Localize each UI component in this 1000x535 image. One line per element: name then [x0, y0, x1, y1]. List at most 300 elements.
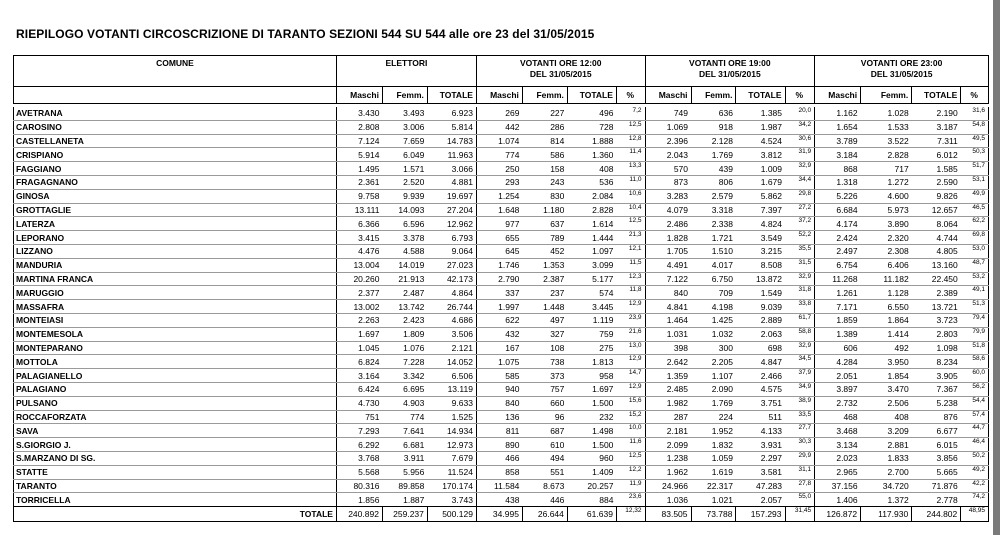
- table-cell: 9.758: [336, 189, 382, 203]
- totals-cell: 83.505: [645, 507, 691, 522]
- header-votanti-19: [645, 56, 815, 87]
- table-cell: 2.263: [336, 313, 382, 327]
- comune-name: FRAGAGNANO: [14, 175, 337, 189]
- table-cell: 3.723: [912, 313, 961, 327]
- table-cell: 4.575: [736, 382, 785, 396]
- table-cell: 286: [522, 120, 567, 134]
- table-row: [14, 438, 989, 452]
- table-cell: 6.406: [861, 258, 912, 272]
- table-cell: 7.311: [912, 134, 961, 148]
- totals-cell: 240.892: [336, 507, 382, 522]
- table-row: [14, 203, 989, 217]
- table-cell: 14.934: [427, 424, 476, 438]
- comune-name: S.GIORGIO J.: [14, 438, 337, 452]
- table-row: [14, 479, 989, 493]
- table-cell: 22.450: [912, 272, 961, 286]
- table-cell: 51,8: [961, 341, 989, 355]
- header-comune-blank: [14, 87, 337, 104]
- table-cell: 11,0: [616, 175, 645, 189]
- subheader-femm: Femm.: [522, 87, 567, 104]
- table-cell: 4.881: [427, 175, 476, 189]
- table-cell: 6.049: [382, 148, 427, 162]
- table-cell: 15,6: [616, 396, 645, 410]
- table-cell: 4.686: [427, 313, 476, 327]
- table-cell: 3.905: [912, 369, 961, 383]
- table-cell: 10,6: [616, 189, 645, 203]
- table-cell: 5.226: [815, 189, 861, 203]
- table-cell: 2.485: [645, 382, 691, 396]
- table-cell: 1.705: [645, 244, 691, 258]
- table-cell: 1.533: [861, 120, 912, 134]
- table-cell: 79,9: [961, 327, 989, 341]
- table-cell: 5.568: [336, 465, 382, 479]
- table-cell: 20,0: [785, 107, 815, 120]
- table-cell: 373: [522, 369, 567, 383]
- table-cell: 71.876: [912, 479, 961, 493]
- table-cell: 1.856: [336, 493, 382, 507]
- table-cell: 1.385: [736, 107, 785, 120]
- table-cell: 3.415: [336, 231, 382, 245]
- table-cell: 5.914: [336, 148, 382, 162]
- table-cell: 398: [645, 341, 691, 355]
- table-cell: 14.052: [427, 355, 476, 369]
- table-cell: 12,9: [616, 300, 645, 314]
- table-cell: 1.746: [476, 258, 522, 272]
- table-cell: 2.051: [815, 369, 861, 383]
- table-cell: 1.585: [912, 162, 961, 176]
- table-cell: 22.317: [691, 479, 736, 493]
- table-cell: 26.744: [427, 300, 476, 314]
- table-cell: 34,9: [785, 382, 815, 396]
- table-cell: 1.525: [427, 410, 476, 424]
- table-cell: 33,5: [785, 410, 815, 424]
- table-cell: 12,9: [616, 355, 645, 369]
- table-cell: 1.952: [691, 424, 736, 438]
- table-cell: 6.754: [815, 258, 861, 272]
- table-cell: 6.750: [691, 272, 736, 286]
- table-cell: 2.424: [815, 231, 861, 245]
- table-row: [14, 175, 989, 189]
- table-cell: 3.006: [382, 120, 427, 134]
- header-votanti-19-line1: VOTANTI ORE 19:00: [689, 58, 771, 68]
- table-cell: 3.856: [912, 451, 961, 465]
- table-cell: 918: [691, 120, 736, 134]
- comune-name: LATERZA: [14, 217, 337, 231]
- table-cell: 1.498: [567, 424, 616, 438]
- table-cell: 759: [567, 327, 616, 341]
- table-cell: 13,3: [616, 162, 645, 176]
- table-row: [14, 258, 989, 272]
- table-cell: 58,6: [961, 355, 989, 369]
- table-cell: 1.162: [815, 107, 861, 120]
- table-cell: 11.584: [476, 479, 522, 493]
- subheader-maschi: Maschi: [645, 87, 691, 104]
- comune-name: S.MARZANO DI SG.: [14, 451, 337, 465]
- table-cell: 1.059: [691, 451, 736, 465]
- table-cell: 14.019: [382, 258, 427, 272]
- table-cell: 7.367: [912, 382, 961, 396]
- table-cell: 3.134: [815, 438, 861, 452]
- table-cell: 269: [476, 107, 522, 120]
- table-cell: 11.963: [427, 148, 476, 162]
- table-cell: 4.864: [427, 286, 476, 300]
- totals-row: [14, 507, 989, 522]
- totals-cell: 26.644: [522, 507, 567, 522]
- table-cell: 29,9: [785, 451, 815, 465]
- table-cell: 1.372: [861, 493, 912, 507]
- table-cell: 6.695: [382, 382, 427, 396]
- table-cell: 34.720: [861, 479, 912, 493]
- table-cell: 1.495: [336, 162, 382, 176]
- table-cell: 1.813: [567, 355, 616, 369]
- table-cell: 660: [522, 396, 567, 410]
- table-cell: 2.338: [691, 217, 736, 231]
- table-cell: 890: [476, 438, 522, 452]
- subheader-femm: Femm.: [861, 87, 912, 104]
- table-cell: 2.579: [691, 189, 736, 203]
- table-cell: 50,3: [961, 148, 989, 162]
- totals-cell: 12,32: [616, 507, 645, 522]
- table-cell: 2.205: [691, 355, 736, 369]
- table-cell: 12,5: [616, 120, 645, 134]
- table-cell: 237: [522, 286, 567, 300]
- totals-cell: 117.930: [861, 507, 912, 522]
- table-cell: 2.790: [476, 272, 522, 286]
- table-cell: 655: [476, 231, 522, 245]
- table-cell: 11.524: [427, 465, 476, 479]
- table-cell: 1.045: [336, 341, 382, 355]
- table-cell: 2.063: [736, 327, 785, 341]
- table-cell: 884: [567, 493, 616, 507]
- comune-name: SAVA: [14, 424, 337, 438]
- table-cell: 4.903: [382, 396, 427, 410]
- table-cell: 2.808: [336, 120, 382, 134]
- table-cell: 873: [645, 175, 691, 189]
- table-cell: 13.002: [336, 300, 382, 314]
- table-cell: 1.032: [691, 327, 736, 341]
- table-cell: 1.074: [476, 134, 522, 148]
- table-cell: 1.098: [912, 341, 961, 355]
- table-cell: 840: [476, 396, 522, 410]
- table-cell: 33,8: [785, 300, 815, 314]
- table-cell: 9.939: [382, 189, 427, 203]
- table-cell: 89.858: [382, 479, 427, 493]
- table-cell: 2.423: [382, 313, 427, 327]
- table-cell: 1.464: [645, 313, 691, 327]
- table-cell: 1.353: [522, 258, 567, 272]
- table-cell: 2.099: [645, 438, 691, 452]
- table-cell: 21,3: [616, 231, 645, 245]
- table-cell: 5.665: [912, 465, 961, 479]
- table-row: [14, 272, 989, 286]
- table-row: [14, 369, 989, 383]
- table-cell: 227: [522, 107, 567, 120]
- table-cell: 1.832: [691, 438, 736, 452]
- header-votanti-12-line2: DEL 31/05/2015: [529, 69, 592, 79]
- table-cell: 840: [645, 286, 691, 300]
- table-cell: 2.320: [861, 231, 912, 245]
- table-cell: 54,4: [961, 396, 989, 410]
- table-cell: 1.887: [382, 493, 427, 507]
- table-cell: 275: [567, 341, 616, 355]
- table-cell: 2.043: [645, 148, 691, 162]
- table-cell: 2.387: [522, 272, 567, 286]
- table-cell: 12,3: [616, 272, 645, 286]
- header-elettori: ELETTORI: [336, 56, 476, 87]
- table-cell: 466: [476, 451, 522, 465]
- comune-name: MARTINA FRANCA: [14, 272, 337, 286]
- totals-cell: 31,45: [785, 507, 815, 522]
- table-cell: 585: [476, 369, 522, 383]
- table-cell: 27,7: [785, 424, 815, 438]
- comune-name: FAGGIANO: [14, 162, 337, 176]
- table-row: [14, 327, 989, 341]
- table-row: [14, 107, 989, 120]
- table-cell: 30,3: [785, 438, 815, 452]
- table-cell: 27,2: [785, 203, 815, 217]
- table-cell: 806: [691, 175, 736, 189]
- table-cell: 4.600: [861, 189, 912, 203]
- table-cell: 1.359: [645, 369, 691, 383]
- subheader-pct: %: [616, 87, 645, 104]
- table-cell: 1.549: [736, 286, 785, 300]
- table-cell: 6.684: [815, 203, 861, 217]
- table-cell: 49,1: [961, 286, 989, 300]
- table-cell: 751: [336, 410, 382, 424]
- subheader-maschi: Maschi: [336, 87, 382, 104]
- table-cell: 1.888: [567, 134, 616, 148]
- header-votanti-19-line2: DEL 31/05/2015: [698, 69, 761, 79]
- table-cell: 814: [522, 134, 567, 148]
- table-cell: 645: [476, 244, 522, 258]
- table-cell: 58,8: [785, 327, 815, 341]
- comune-name: TORRICELLA: [14, 493, 337, 507]
- table-cell: 3.789: [815, 134, 861, 148]
- table-cell: 496: [567, 107, 616, 120]
- table-cell: 2.965: [815, 465, 861, 479]
- table-cell: 3.470: [861, 382, 912, 396]
- table-cell: 54,8: [961, 120, 989, 134]
- table-cell: 2.732: [815, 396, 861, 410]
- table-cell: 14.783: [427, 134, 476, 148]
- table-cell: 3.743: [427, 493, 476, 507]
- page-title: RIEPILOGO VOTANTI CIRCOSCRIZIONE DI TARANTO SEZIONI 544 SU 544 alle ore 23 del 31/05/2015: [16, 27, 595, 41]
- table-cell: 4.174: [815, 217, 861, 231]
- table-cell: 13.160: [912, 258, 961, 272]
- table-cell: 3.187: [912, 120, 961, 134]
- table-cell: 1.571: [382, 162, 427, 176]
- table-cell: 3.522: [861, 134, 912, 148]
- table-cell: 1.180: [522, 203, 567, 217]
- table-cell: 13.721: [912, 300, 961, 314]
- table-cell: 5.956: [382, 465, 427, 479]
- table-cell: 11,8: [616, 286, 645, 300]
- table-cell: 250: [476, 162, 522, 176]
- table-cell: 31,1: [785, 465, 815, 479]
- table-cell: 1.648: [476, 203, 522, 217]
- table-cell: 7.679: [427, 451, 476, 465]
- table-cell: 3.931: [736, 438, 785, 452]
- table-cell: 52,2: [785, 231, 815, 245]
- table-cell: 4.133: [736, 424, 785, 438]
- table-cell: 1.510: [691, 244, 736, 258]
- table-cell: 51,3: [961, 300, 989, 314]
- table-cell: 4.805: [912, 244, 961, 258]
- table-cell: 136: [476, 410, 522, 424]
- table-cell: 1.069: [645, 120, 691, 134]
- votanti-table: [13, 55, 989, 522]
- table-cell: 940: [476, 382, 522, 396]
- table-cell: 37,9: [785, 369, 815, 383]
- table-cell: 56,2: [961, 382, 989, 396]
- table-cell: 2.084: [567, 189, 616, 203]
- table-cell: 2.642: [645, 355, 691, 369]
- comune-name: MOTTOLA: [14, 355, 337, 369]
- table-cell: 637: [522, 217, 567, 231]
- table-cell: 37.156: [815, 479, 861, 493]
- table-row: [14, 217, 989, 231]
- comune-name: CAROSINO: [14, 120, 337, 134]
- table-cell: 2.308: [861, 244, 912, 258]
- table-cell: 1.414: [861, 327, 912, 341]
- table-cell: 6.923: [427, 107, 476, 120]
- subheader-totale: TOTALE: [427, 87, 476, 104]
- table-row: [14, 396, 989, 410]
- table-cell: 34,5: [785, 355, 815, 369]
- table-cell: 2.361: [336, 175, 382, 189]
- table-cell: 570: [645, 162, 691, 176]
- table-cell: 610: [522, 438, 567, 452]
- comune-name: MONTEMESOLA: [14, 327, 337, 341]
- table-cell: 2.181: [645, 424, 691, 438]
- table-cell: 158: [522, 162, 567, 176]
- table-row: [14, 382, 989, 396]
- table-row: [14, 120, 989, 134]
- table-cell: 3.164: [336, 369, 382, 383]
- table-cell: 38,9: [785, 396, 815, 410]
- table-cell: 3.378: [382, 231, 427, 245]
- table-cell: 3.768: [336, 451, 382, 465]
- table-cell: 5.177: [567, 272, 616, 286]
- table-cell: 452: [522, 244, 567, 258]
- table-cell: 408: [567, 162, 616, 176]
- totals-cell: 61.639: [567, 507, 616, 522]
- table-cell: 9.826: [912, 189, 961, 203]
- table-row: [14, 313, 989, 327]
- table-cell: 2.121: [427, 341, 476, 355]
- table-cell: 6.677: [912, 424, 961, 438]
- table-cell: 7.228: [382, 355, 427, 369]
- table-cell: 1.075: [476, 355, 522, 369]
- table-cell: 858: [476, 465, 522, 479]
- table-cell: 5.238: [912, 396, 961, 410]
- table-cell: 1.997: [476, 300, 522, 314]
- table-cell: 6.681: [382, 438, 427, 452]
- comune-name: LIZZANO: [14, 244, 337, 258]
- table-cell: 1.987: [736, 120, 785, 134]
- table-cell: 1.254: [476, 189, 522, 203]
- table-cell: 1.500: [567, 396, 616, 410]
- table-cell: 12.962: [427, 217, 476, 231]
- table-cell: 21.913: [382, 272, 427, 286]
- table-cell: 1.854: [861, 369, 912, 383]
- table-cell: 1.389: [815, 327, 861, 341]
- table-cell: 2.828: [861, 148, 912, 162]
- subheader-pct: %: [785, 87, 815, 104]
- table-cell: 31,9: [785, 148, 815, 162]
- table-cell: 35,5: [785, 244, 815, 258]
- table-cell: 13.004: [336, 258, 382, 272]
- comune-name: MANDURIA: [14, 258, 337, 272]
- table-cell: 2.377: [336, 286, 382, 300]
- table-cell: 12,8: [616, 134, 645, 148]
- table-cell: 1.318: [815, 175, 861, 189]
- table-cell: 774: [476, 148, 522, 162]
- table-cell: 574: [567, 286, 616, 300]
- table-cell: 717: [861, 162, 912, 176]
- table-cell: 7.293: [336, 424, 382, 438]
- table-cell: 13.742: [382, 300, 427, 314]
- table-cell: 492: [861, 341, 912, 355]
- table-cell: 4.284: [815, 355, 861, 369]
- table-cell: 1.128: [861, 286, 912, 300]
- table-cell: 7.641: [382, 424, 427, 438]
- table-cell: 2.881: [861, 438, 912, 452]
- table-cell: 37,2: [785, 217, 815, 231]
- subheader-totale: TOTALE: [736, 87, 785, 104]
- table-cell: 3.445: [567, 300, 616, 314]
- table-cell: 4.841: [645, 300, 691, 314]
- table-cell: 2.090: [691, 382, 736, 396]
- table-cell: 62,2: [961, 217, 989, 231]
- table-cell: 170.174: [427, 479, 476, 493]
- table-cell: 1.009: [736, 162, 785, 176]
- table-cell: 53,0: [961, 244, 989, 258]
- table-cell: 167: [476, 341, 522, 355]
- table-cell: 1.721: [691, 231, 736, 245]
- table-cell: 1.021: [691, 493, 736, 507]
- table-row: [14, 465, 989, 479]
- table-row: [14, 341, 989, 355]
- table-cell: 69,8: [961, 231, 989, 245]
- comune-name: TARANTO: [14, 479, 337, 493]
- table-cell: 3.950: [861, 355, 912, 369]
- table-cell: 1.828: [645, 231, 691, 245]
- table-cell: 749: [645, 107, 691, 120]
- table-cell: 2.590: [912, 175, 961, 189]
- totals-cell: 48,95: [961, 507, 989, 522]
- table-cell: 6.424: [336, 382, 382, 396]
- table-cell: 12,9: [616, 382, 645, 396]
- comune-name: CRISPIANO: [14, 148, 337, 162]
- comune-name: MONTEIASI: [14, 313, 337, 327]
- table-cell: 29,8: [785, 189, 815, 203]
- table-cell: 1.697: [336, 327, 382, 341]
- table-cell: 9.039: [736, 300, 785, 314]
- table-cell: 5.814: [427, 120, 476, 134]
- table-cell: 34,4: [785, 175, 815, 189]
- table-cell: 49,2: [961, 465, 989, 479]
- table-cell: 4.730: [336, 396, 382, 410]
- table-cell: 2.297: [736, 451, 785, 465]
- table-cell: 2.828: [567, 203, 616, 217]
- table-cell: 13.872: [736, 272, 785, 286]
- table-cell: 511: [736, 410, 785, 424]
- table-cell: 13.111: [336, 203, 382, 217]
- table-cell: 6.012: [912, 148, 961, 162]
- table-cell: 24.966: [645, 479, 691, 493]
- table-cell: 4.588: [382, 244, 427, 258]
